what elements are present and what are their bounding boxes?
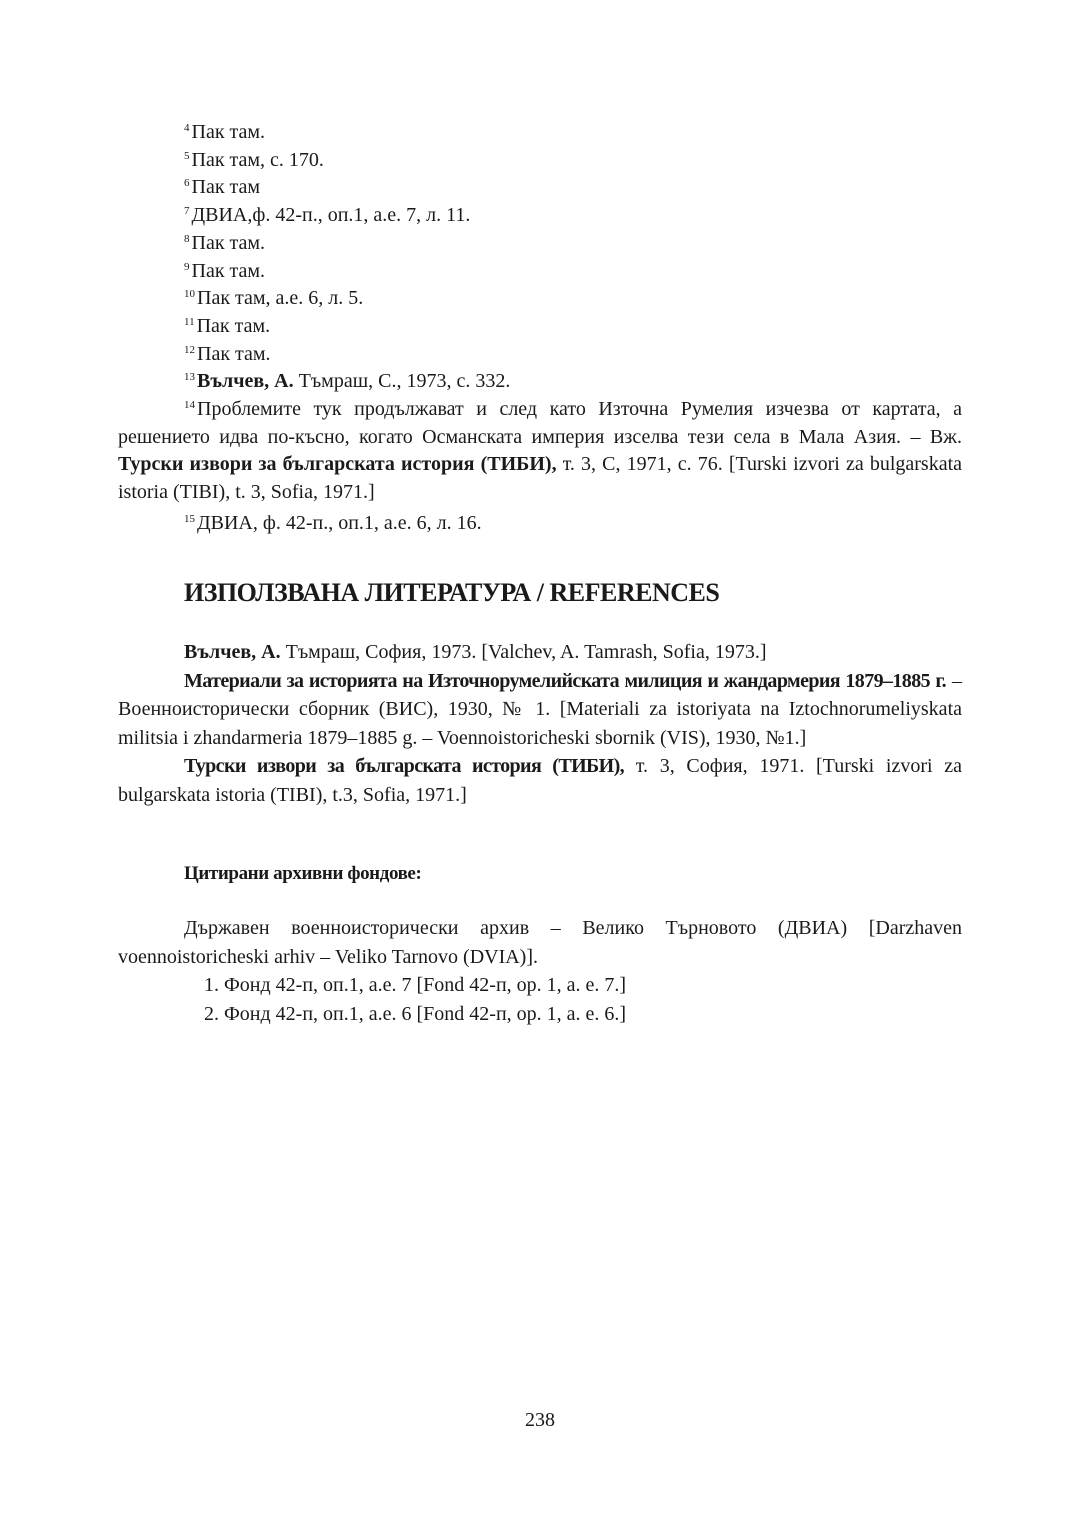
- footnote-text: Пак там.: [191, 259, 266, 282]
- footnote-text: Пак там.: [191, 121, 266, 143]
- footnote-number: 12: [184, 343, 195, 356]
- reference-title: Турски извори за българската история (ТИБИ),: [184, 755, 625, 777]
- footnote: [118, 341, 962, 369]
- footnotes: [118, 119, 962, 538]
- archive-fond-item: 1. Фонд 42-п, оп.1, а.е. 7 [Fond 42-п, op. 1, a. e. 7.]: [204, 974, 627, 996]
- footnote-text: т. 3, С, 1971, с. 76. [Turski izvori za bulgarskata istoria (TIBI), t. 3, Sofia, 1971.]: [118, 453, 963, 504]
- footnote: [118, 396, 962, 507]
- archives-heading: Цитирани архивни фондове:: [184, 863, 422, 884]
- footnote: [118, 174, 962, 202]
- footnote-number: 10: [184, 288, 195, 301]
- footnote: [118, 313, 962, 341]
- footnote-text: Пак там.: [196, 314, 271, 337]
- footnote-text: Тъмраш, С., 1973, с. 332.: [293, 370, 511, 393]
- footnote-number: 7: [184, 205, 190, 218]
- footnote-text: Пак там.: [191, 231, 266, 254]
- reference-text: т. 3, София, 1971. [Turski izvori za bulgarskata istoria (TIBI), t.3, Sofia, 1971.]: [118, 755, 963, 806]
- footnote-source-title: Турски извори за българската история (ТИБИ),: [118, 453, 557, 476]
- footnote: [118, 510, 962, 538]
- footnote-number: 5: [184, 149, 190, 162]
- reference-text: Тъмраш, София, 1973. [Valchev, A. Tamrash, Sofia, 1973.]: [280, 641, 767, 663]
- reference-entry: [118, 667, 962, 753]
- footnote-text: Пак там, а.е. 6, л. 5.: [197, 287, 364, 310]
- footnote-number: 13: [184, 371, 195, 384]
- reference-entry: [118, 638, 962, 667]
- footnote: [118, 258, 962, 286]
- footnote: [118, 119, 962, 147]
- footnote-text: Проблемите тук продължават и след като Източна Румелия изчезва от картата, а решението идва по-късно, когато Османската империя изселва тези села в Мала Азия. – Вж.: [118, 398, 962, 448]
- footnote-number: 8: [184, 232, 190, 245]
- footnote-text: Пак там, с. 170.: [191, 148, 324, 171]
- footnote-number: 11: [184, 315, 195, 328]
- footnote-author: Вълчев, А.: [197, 370, 294, 393]
- archive-fonds-list: [118, 971, 962, 1028]
- references-heading: ИЗПОЛЗВАНА ЛИТЕРАТУРА / REFERENCES: [184, 578, 720, 607]
- reference-text: –Военноисторически сборник (ВИС), 1930, № 1. [Materiali za istoriyata na Iztochnorumeliyskata militsia i zhandarmeria 1879–1885 g. – Voennoistoricheski sbornik (VIS), 1930, №1.]: [118, 669, 962, 749]
- footnote: [118, 202, 962, 230]
- footnote-text: ДВИА,ф. 42-п., оп.1, а.е. 7, л. 11.: [191, 204, 471, 227]
- reference-entry: [118, 752, 962, 809]
- archives-section: [118, 914, 962, 1028]
- reference-author: Вълчев, А.: [184, 641, 281, 663]
- footnote: [118, 230, 962, 258]
- page-number: 238: [525, 1409, 555, 1431]
- footnote-number: 9: [184, 260, 190, 273]
- footnote: [118, 368, 962, 396]
- reference-title: Материали за историята на Източнорумелийската милиция и жандармерия 1879–1885 г.: [184, 669, 947, 692]
- footnote-text: ДВИА, ф. 42-п., оп.1, а.е. 6, л. 16.: [197, 511, 482, 534]
- archive-intro: Държавен военноисторически архив – Велико Търновото (ДВИА) [Darzhaven voennoistoricheski arhiv – Veliko Tarnovo (DVIA)].: [118, 917, 962, 968]
- footnote-number: 6: [184, 177, 190, 190]
- footnote-number: 4: [184, 122, 190, 134]
- archive-fond-item: 2. Фонд 42-п, оп.1, а.е. 6 [Fond 42-п, op. 1, a. e. 6.]: [204, 1002, 627, 1025]
- footnote: [118, 285, 962, 313]
- footnote-text: Пак там.: [197, 342, 271, 365]
- footnote-number: 15: [184, 512, 195, 525]
- footnote: [118, 147, 962, 175]
- footnote-text: Пак там: [191, 176, 261, 199]
- references-list: [118, 638, 962, 809]
- footnote-number: 14: [184, 399, 195, 412]
